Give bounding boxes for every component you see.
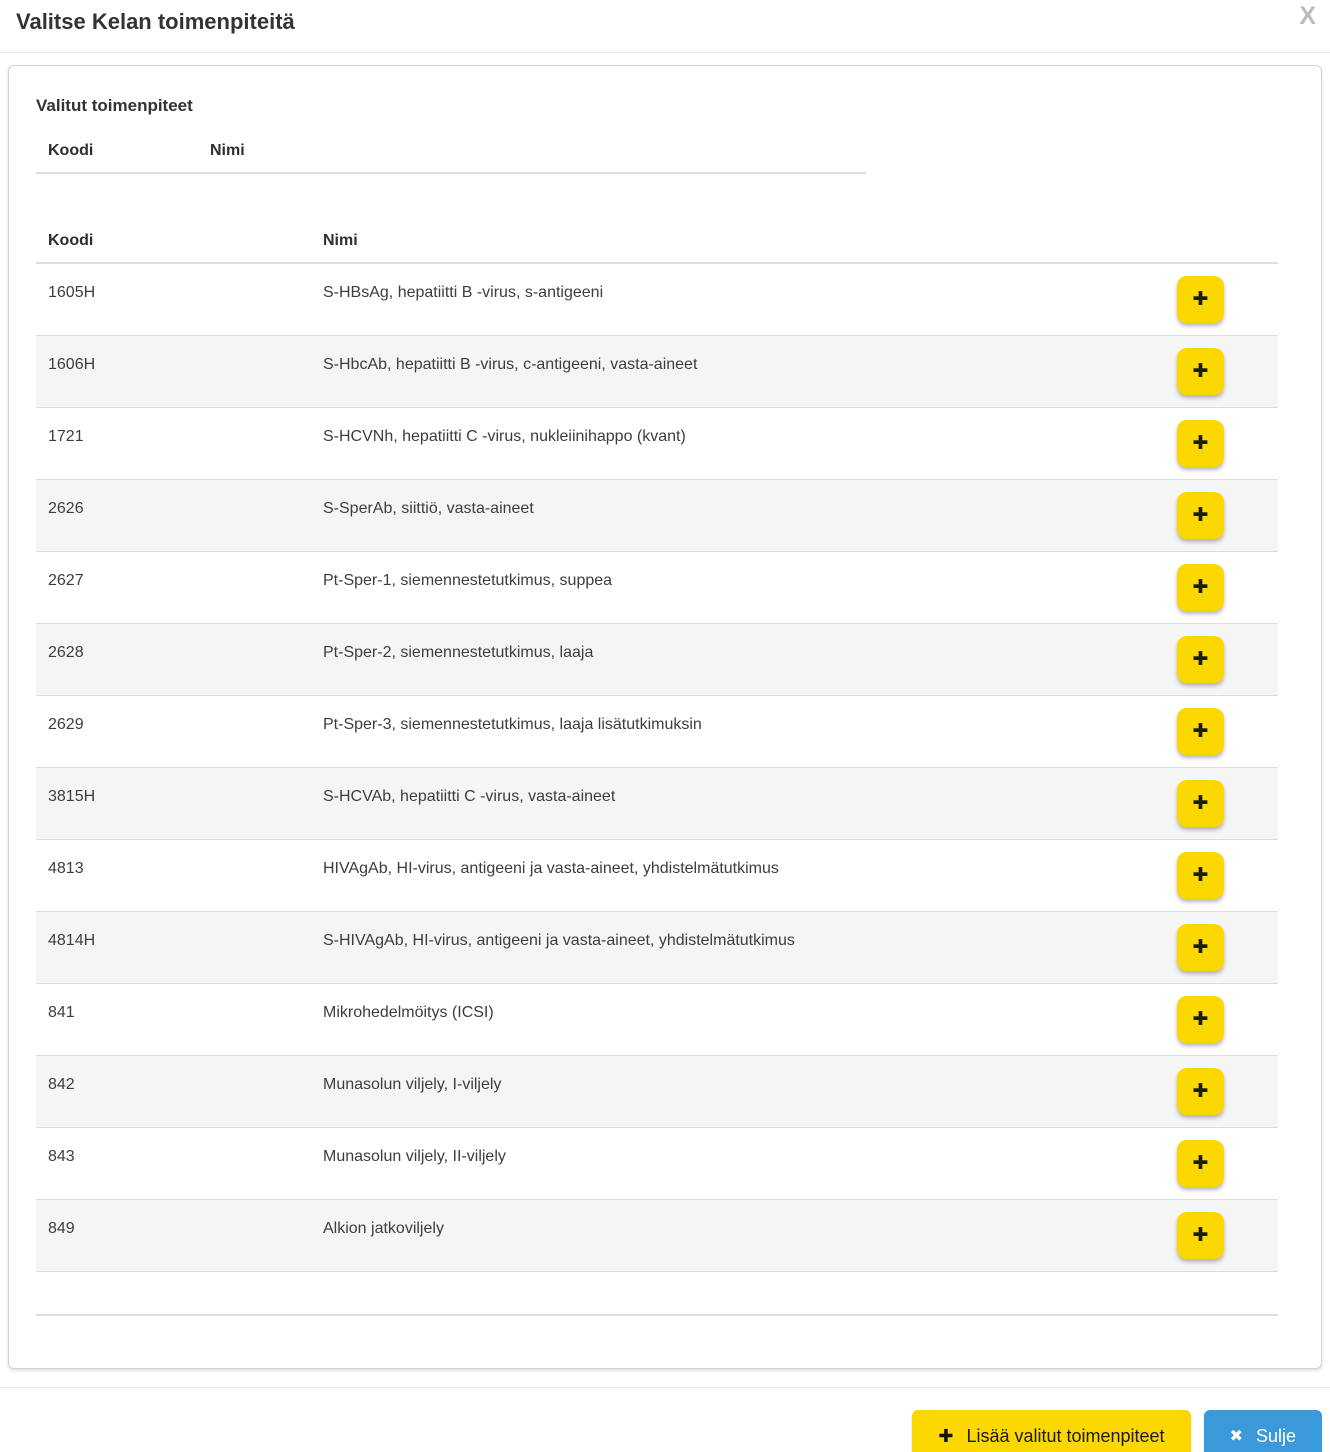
add-row-button[interactable] [1177,924,1224,971]
selected-procedures-table [36,142,866,174]
add-row-button[interactable] [1177,852,1224,899]
table-row [36,336,1278,408]
procedures-panel [8,65,1322,1369]
add-selected-button-label: Lisää valitut toimenpiteet [966,1425,1165,1446]
row-name: S-HBsAg, hepatiitti B -virus, s-antigeeni [323,284,604,301]
row-name: S-HCVAb, hepatiitti C -virus, vasta-aineet [323,788,616,805]
plus-icon: ✚ [1192,865,1209,886]
available-column-koodi: Koodi [36,222,311,263]
available-procedures-table [36,222,1278,1316]
row-code: 1721 [48,428,84,445]
row-code: 1605H [48,284,96,301]
modal-title: Valitse Kelan toimenpiteitä [16,9,295,34]
row-code: 842 [48,1076,75,1093]
selected-table-header-row [36,142,866,173]
add-row-button[interactable] [1177,564,1224,611]
row-name: Mikrohedelmöitys (ICSI) [323,1004,494,1021]
close-button[interactable] [1204,1410,1322,1452]
table-row [36,1128,1278,1200]
available-column-actions [1123,222,1278,263]
table-row [36,408,1278,480]
table-row [36,1056,1278,1128]
plus-icon: ✚ [1192,505,1209,526]
table-row [36,624,1278,696]
close-button-label: Sulje [1255,1425,1296,1446]
plus-icon: ✚ [1192,289,1209,310]
row-name: HIVAgAb, HI-virus, antigeeni ja vasta-aineet, yhdistelmätutkimus [323,860,779,877]
add-row-button[interactable] [1177,708,1224,755]
plus-icon: ✚ [938,1425,954,1446]
row-name: Pt-Sper-3, siemennestetutkimus, laaja lisätutkimuksin [323,716,702,733]
table-row [36,696,1278,768]
row-name: S-HbcAb, hepatiitti B -virus, c-antigeeni, vasta-aineet [323,356,698,373]
add-row-button[interactable] [1177,1140,1224,1187]
modal-footer [0,1387,1330,1452]
row-code: 2628 [48,644,84,661]
close-icon[interactable]: X [1299,2,1316,30]
row-name: S-SperAb, siittiö, vasta-aineet [323,500,534,517]
table-row [36,912,1278,984]
row-code: 843 [48,1148,75,1165]
plus-icon: ✚ [1192,793,1209,814]
row-code: 849 [48,1220,75,1237]
plus-icon: ✚ [1192,1225,1209,1246]
selected-column-nimi: Nimi [198,142,866,173]
add-row-button[interactable] [1177,348,1224,395]
row-name: S-HIVAgAb, HI-virus, antigeeni ja vasta-aineet, yhdistelmätutkimus [323,932,795,949]
row-code: 2627 [48,572,84,589]
table-row [36,552,1278,624]
add-row-button[interactable] [1177,420,1224,467]
row-code: 1606H [48,356,96,373]
add-row-button[interactable] [1177,492,1224,539]
add-row-button[interactable] [1177,996,1224,1043]
plus-icon: ✚ [1192,649,1209,670]
selected-procedures-heading: Valitut toimenpiteet [36,96,193,115]
row-code: 4814H [48,932,96,949]
empty-row [36,1272,1278,1315]
plus-icon: ✚ [1192,721,1209,742]
table-row [36,263,1278,336]
row-code: 4813 [48,860,84,877]
plus-icon: ✚ [1192,577,1209,598]
table-row [36,1200,1278,1272]
row-code: 2629 [48,716,84,733]
plus-icon: ✚ [1192,361,1209,382]
modal-header [0,0,1330,53]
selected-column-koodi: Koodi [36,142,198,173]
row-code: 3815H [48,788,96,805]
row-code: 841 [48,1004,75,1021]
row-code: 2626 [48,500,84,517]
plus-icon: ✚ [1192,937,1209,958]
plus-icon: ✚ [1192,1153,1209,1174]
procedure-table-body [36,263,1278,1272]
table-row [36,984,1278,1056]
row-name: Alkion jatkoviljely [323,1220,444,1237]
plus-icon: ✚ [1192,433,1209,454]
cross-icon: ✖ [1229,1428,1243,1445]
plus-icon: ✚ [1192,1081,1209,1102]
add-row-button[interactable] [1177,1212,1224,1259]
add-selected-button[interactable] [912,1410,1190,1452]
table-row [36,480,1278,552]
add-row-button[interactable] [1177,636,1224,683]
add-row-button[interactable] [1177,276,1224,323]
table-row [36,840,1278,912]
row-name: S-HCVNh, hepatiitti C -virus, nukleiinihappo (kvant) [323,428,686,445]
row-name: Pt-Sper-1, siemennestetutkimus, suppea [323,572,613,589]
table-row [36,768,1278,840]
available-table-header-row [36,222,1278,263]
add-row-button[interactable] [1177,780,1224,827]
available-column-nimi: Nimi [311,222,1123,263]
plus-icon: ✚ [1192,1009,1209,1030]
add-row-button[interactable] [1177,1068,1224,1115]
row-name: Munasolun viljely, I-viljely [323,1076,502,1093]
row-name: Pt-Sper-2, siemennestetutkimus, laaja [323,644,594,661]
row-name: Munasolun viljely, II-viljely [323,1148,506,1165]
